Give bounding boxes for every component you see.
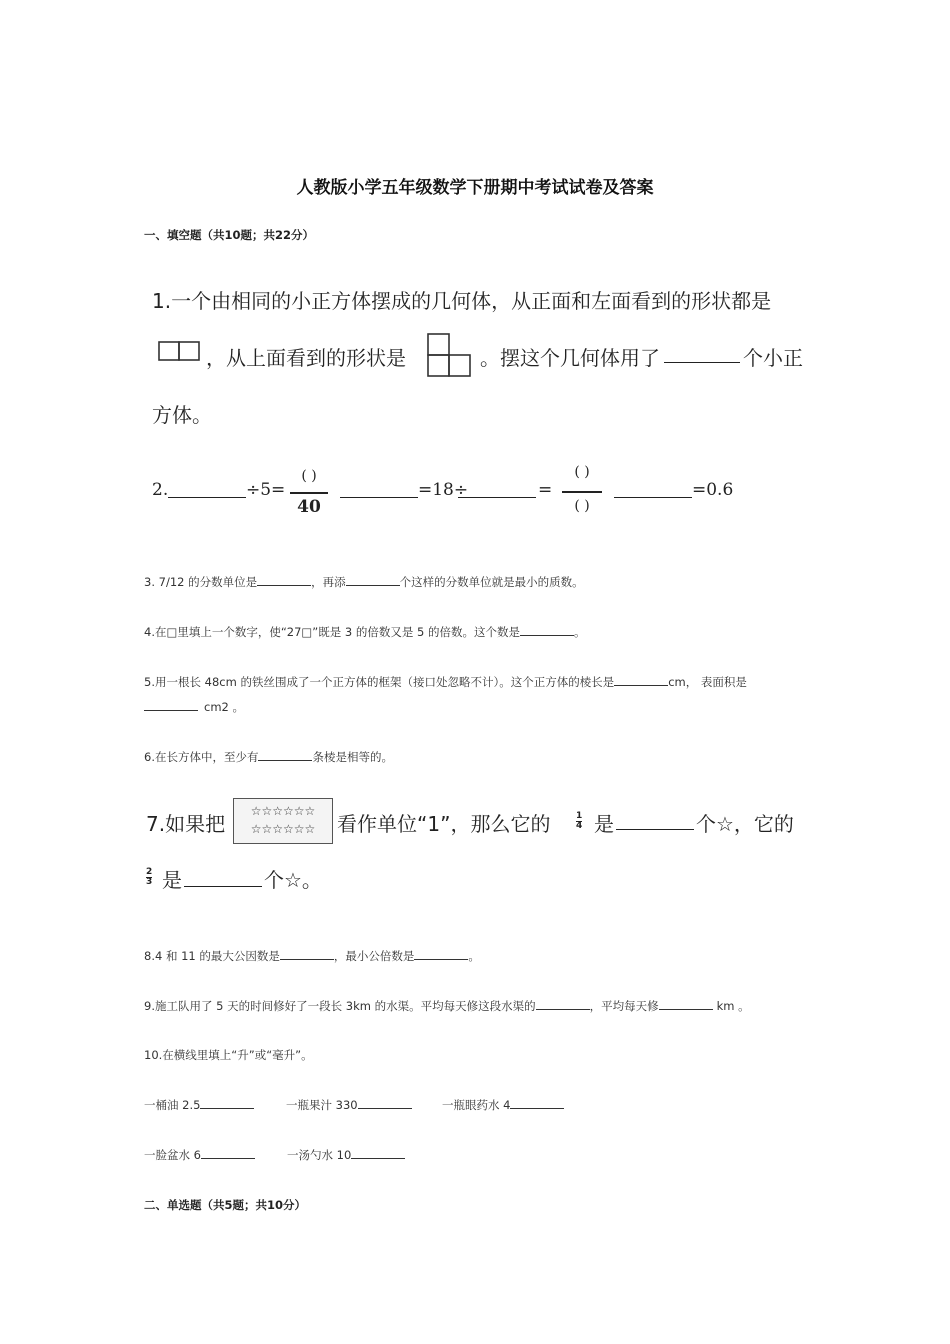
q3-text-b: ，再添 [311, 575, 346, 589]
q7-text-d: 个☆，它的 [696, 812, 794, 836]
q10-item [287, 1147, 405, 1163]
q7-text-c: 是 [594, 812, 614, 836]
q3-blank-1[interactable] [257, 584, 311, 586]
q1-line2-text-b: 。摆这个几何体用了 [480, 346, 660, 370]
q6-blank[interactable] [258, 759, 312, 761]
q10-item-label: 一脸盆水 6 [144, 1148, 201, 1162]
q10-item-blank[interactable] [201, 1157, 255, 1159]
q9 [144, 998, 750, 1014]
star-row-2: ☆☆☆☆☆☆ [250, 822, 316, 836]
page-title: 人教版小学五年级数学下册期中考试试卷及答案 [296, 178, 654, 198]
q1-line3: 方体。 [152, 403, 212, 427]
q10-item-blank[interactable] [510, 1107, 564, 1109]
section-heading-fill-in: 一、填空题（共10题；共22分） [144, 228, 315, 242]
q4-blank[interactable] [520, 634, 574, 636]
q4-text-b: 。 [574, 625, 586, 639]
q8-text-a: 8.4 和 11 的最大公因数是 [144, 949, 280, 963]
q3-blank-2[interactable] [346, 584, 400, 586]
q9-text-b: ，平均每天修 [589, 999, 659, 1013]
q8-blank-1[interactable] [280, 958, 334, 960]
q7-frac1-numerator: 1 [576, 811, 583, 821]
q8-blank-2[interactable] [414, 958, 468, 960]
q8 [144, 948, 480, 964]
q5-text-c: cm2 。 [204, 700, 244, 714]
q8-text-c: 。 [468, 949, 480, 963]
front-view-figure [158, 341, 200, 361]
q10-item [144, 1147, 255, 1163]
q5-line2 [144, 699, 244, 715]
q2-frac1-denominator: 40 [297, 497, 321, 517]
q5-line1 [144, 674, 747, 690]
q2-fraction-1 [290, 468, 328, 518]
q7-fraction-1 [576, 811, 582, 831]
section-heading-single-choice: 二、单选题（共5题；共10分） [144, 1198, 307, 1212]
q2-frac1-numerator: ( ) [301, 468, 317, 484]
q9-text-c: km 。 [716, 999, 750, 1013]
q10-item [286, 1097, 412, 1113]
q7-frac1-denominator: 4 [576, 821, 583, 831]
q5-text-b: cm， 表面积是 [668, 675, 747, 689]
q5-text-a: 5.用一根长 48cm 的铁丝围成了一个正方体的框架（接口处忽略不计）。这个正方体的棱长是 [144, 675, 615, 689]
q10-item [442, 1097, 564, 1113]
q6-text-b: 条棱是相等的。 [312, 750, 393, 764]
q7-frac2-numerator: 2 [146, 867, 153, 877]
q7-blank-2[interactable] [184, 886, 262, 887]
q2-prefix: 2. [152, 480, 169, 500]
q3 [144, 574, 584, 590]
q9-text-a: 9.施工队用了 5 天的时间修好了一段长 3km 的水渠。平均每天修这段水渠的 [144, 999, 536, 1013]
q7-text-a: 7.如果把 [146, 812, 226, 836]
q1-line2-text-c: 个小正 [743, 346, 803, 370]
q6 [144, 749, 393, 765]
q4 [144, 624, 586, 640]
fraction-bar [562, 491, 602, 493]
q10-item-blank[interactable] [351, 1157, 405, 1159]
q10-item-blank[interactable] [358, 1107, 412, 1109]
top-view-figure [427, 333, 471, 377]
q10-item [144, 1097, 254, 1113]
q7-text-f: 个☆。 [264, 868, 322, 892]
q10-item-label: 一汤勺水 10 [287, 1148, 352, 1162]
q2-div5: ÷5= [246, 480, 286, 500]
q1-answer-blank[interactable] [664, 362, 740, 363]
fraction-bar [290, 492, 328, 494]
q9-blank-2[interactable] [659, 1008, 713, 1010]
star-group-box [233, 798, 333, 844]
star-row-1: ☆☆☆☆☆☆ [250, 804, 316, 818]
q4-text-a: 4.在□里填上一个数字，使“27□”既是 3 的倍数又是 5 的倍数。这个数是 [144, 625, 521, 639]
q7-text-b: 看作单位“1”，那么它的 [337, 812, 551, 836]
q8-text-b: ，最小公倍数是 [333, 949, 415, 963]
q10-item-label: 一瓶眼药水 4 [442, 1098, 511, 1112]
q10-item-label: 一桶油 2.5 [144, 1098, 201, 1112]
q7-text-e: 是 [162, 868, 182, 892]
q10-item-blank[interactable] [200, 1107, 254, 1109]
q5-blank-1[interactable] [614, 684, 668, 686]
q2-blank-3[interactable] [458, 497, 536, 498]
q2-eq06: =0.6 [692, 480, 734, 500]
q6-text-a: 6.在长方体中，至少有 [144, 750, 259, 764]
q2-blank-1[interactable] [168, 497, 246, 498]
q3-text-a: 3. 7/12 的分数单位是 [144, 575, 258, 589]
q2-frac2-numerator: ( ) [574, 464, 590, 480]
q3-text-c: 个这样的分数单位就是最小的质数。 [399, 575, 584, 589]
q2-fraction-2 [562, 464, 602, 520]
q2-eq: = [538, 480, 553, 500]
q7-fraction-2 [146, 867, 152, 887]
q5-blank-2[interactable] [144, 709, 198, 711]
q9-blank-1[interactable] [536, 1008, 590, 1010]
q2-eq18: =18÷ [418, 480, 469, 500]
q1-line1: 1.一个由相同的小正方体摆成的几何体，从正面和左面看到的形状都是 [152, 289, 772, 313]
q7-blank-1[interactable] [616, 829, 694, 830]
q2-frac2-denominator: ( ) [574, 498, 590, 514]
q10-item-label: 一瓶果汁 330 [286, 1098, 358, 1112]
q1-line2-text-a: ，从上面看到的形状是 [206, 346, 406, 370]
q7-frac2-denominator: 3 [146, 877, 153, 887]
q2-blank-2[interactable] [340, 497, 418, 498]
q10-stem: 10.在横线里填上“升”或“毫升”。 [144, 1048, 313, 1062]
q2-blank-4[interactable] [614, 497, 692, 498]
